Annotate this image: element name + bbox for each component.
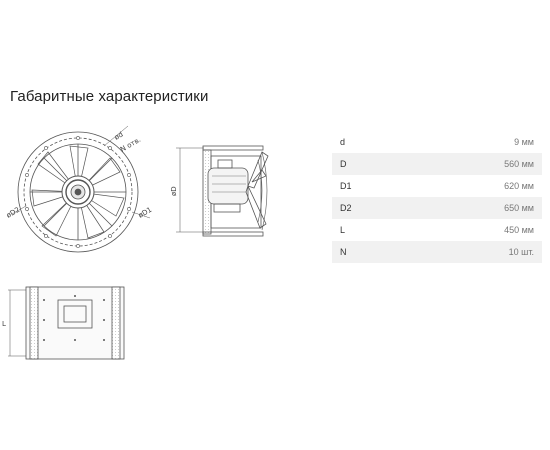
spec-row-L — [332, 219, 542, 241]
label-d2: øD2 — [5, 205, 22, 220]
side-view — [176, 146, 268, 236]
spec-name: L — [340, 225, 346, 235]
spec-name: N — [340, 247, 347, 257]
spec-name: D — [340, 159, 347, 169]
spec-row-N — [332, 241, 542, 263]
spec-row-D — [332, 153, 542, 175]
spec-value: 560 мм — [504, 159, 534, 169]
label-n-holes: N отв. — [119, 135, 143, 154]
label-l: L — [2, 320, 6, 328]
spec-value: 620 мм — [504, 181, 534, 191]
spec-value: 9 мм — [514, 137, 534, 147]
spec-name: d — [340, 137, 346, 147]
label-d-side: øD — [170, 186, 178, 196]
spec-row-D2 — [332, 197, 542, 219]
spec-row-D1 — [332, 175, 542, 197]
label-d1: øD1 — [137, 205, 154, 220]
spec-value: 650 мм — [504, 203, 534, 213]
spec-row-d — [332, 131, 542, 153]
specs-table — [332, 131, 542, 263]
spec-name: D2 — [340, 203, 352, 213]
spec-value: 450 мм — [504, 225, 534, 235]
label-d: ød — [113, 130, 125, 142]
spec-name: D1 — [340, 181, 352, 191]
bottom-view — [8, 287, 124, 359]
spec-value: 10 шт. — [508, 247, 534, 257]
page-title: Габаритные характеристики — [10, 88, 209, 105]
